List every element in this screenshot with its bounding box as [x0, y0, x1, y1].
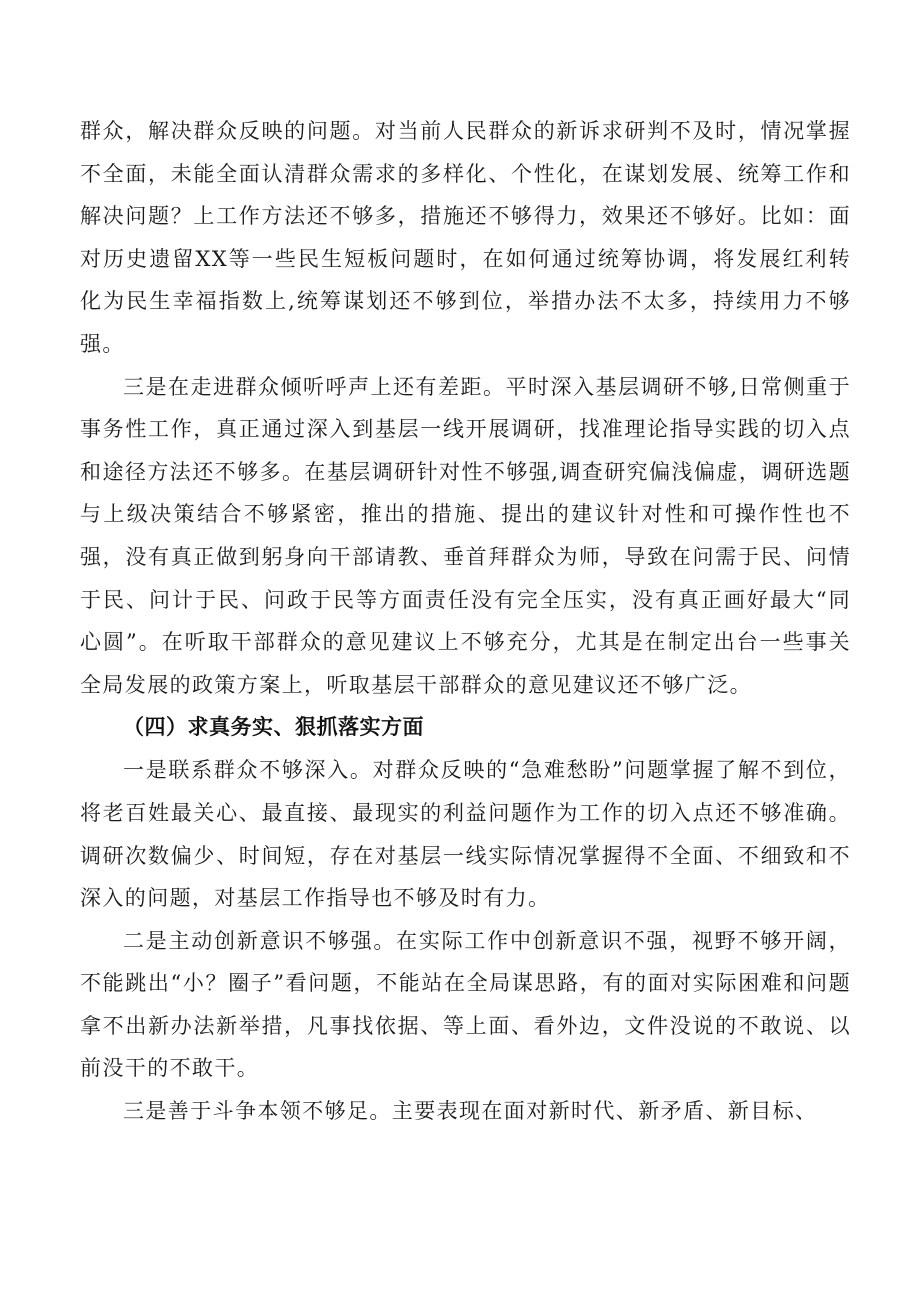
paragraph-point-three-partial: 三是善于斗争本领不够足。主要表现在面对新时代、新矛盾、新目标、 [123, 1099, 818, 1124]
paragraph-continuation: 群众，解决群众反映的问题。对当前人民群众的新诉求研判不及时，情况掌握不全面，未能全面认清群众需求的多样化、个性化，在谋划发展、统筹工作和解决问题？上工作方法还不够多，措施还不够得力，效果还不够好。比如：面对历史遗留XX等一些民生短板问题时，在如何通过统筹协调，将发展红利转化为民生幸福指数上,统筹谋划还不够到位，举措办法不太多，持续用力不够强。 [80, 119, 851, 356]
paragraph-point-one: 一是联系群众不够深入。对群众反映的“急难愁盼”问题掌握了解不到位，将老百姓最关心、最直接、最现实的利益问题作为工作的切入点还不够准确。调研次数偏少、时间短，存在对基层一线实际情况掌握得不全面、不细致和不深入的问题，对基层工作指导也不够及时有力。 [80, 758, 851, 911]
paragraph-point-three: 三是在走进群众倾听呼声上还有差距。平时深入基层调研不够,日常侧重于事务性工作，真正通过深入到基层一线开展调研，找准理论指导实践的切入点和途径方法还不够多。在基层调研针对性不够强,调查研究偏浅偏虚，调研选题与上级决策结合不够紧密，推出的措施、提出的建议针对性和可操作性也不强，没有真正做到躬身向干部请教、垂首拜群众为师，导致在问需于民、问情于民、问计于民、问政于民等方面责任没有完全压实，没有真正画好最大“同心圆”。在听取干部群众的意见建议上不够充分，尤其是在制定出台一些事关全局发展的政策方案上，听取基层干部群众的意见建议还不够广泛。 [80, 374, 851, 697]
section-heading: （四）求真务实、狠抓落实方面 [123, 715, 424, 740]
document-body [80, 110, 851, 1133]
paragraph-point-two: 二是主动创新意识不够强。在实际工作中创新意识不强，视野不够开阔，不能跳出“小？圈子”看问题，不能站在全局谋思路，有的面对实际困难和问题拿不出新办法新举措，凡事找依据、等上面、看外边，文件没说的不敢说、以前没干的不敢干。 [80, 928, 851, 1081]
